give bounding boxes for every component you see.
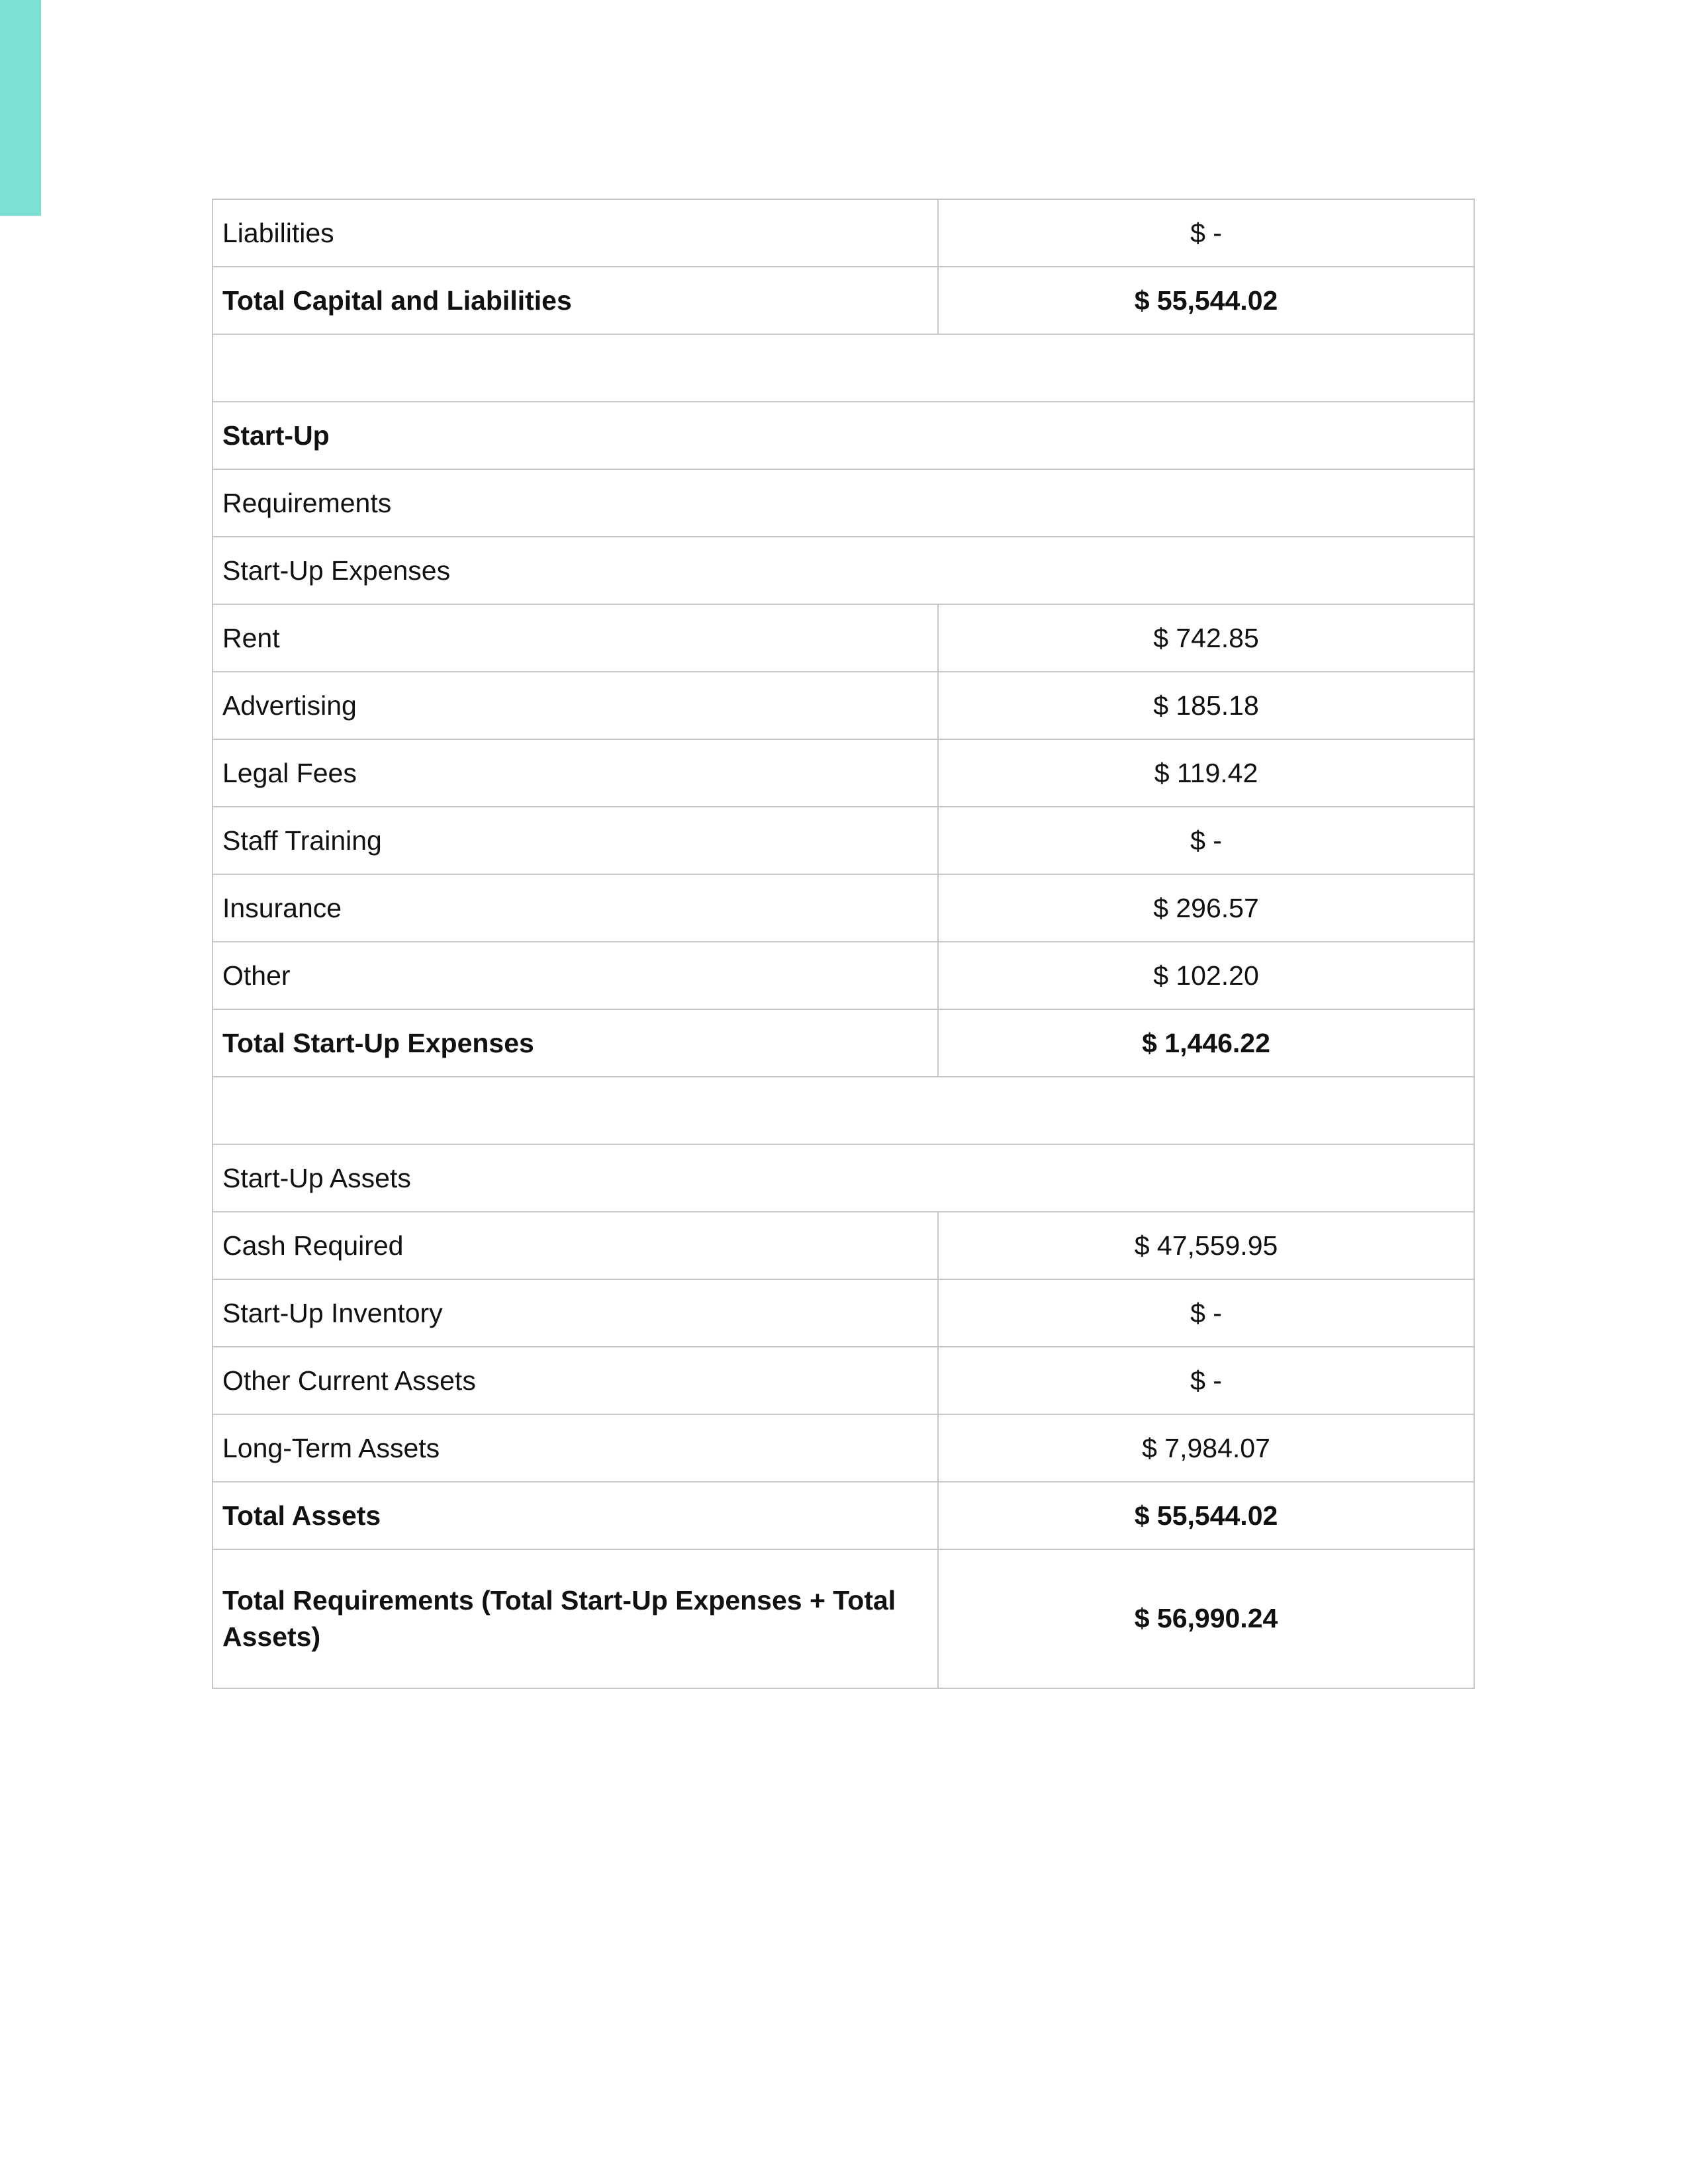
- row-value: $ -: [938, 1347, 1474, 1414]
- row-label: Start-Up Assets: [212, 1144, 1474, 1212]
- table-row: [212, 1009, 1474, 1077]
- row-value: $ 119.42: [938, 739, 1474, 807]
- table-row: [212, 1482, 1474, 1549]
- row-value: $ 742.85: [938, 604, 1474, 672]
- table-row: [212, 807, 1474, 874]
- row-label: Advertising: [212, 672, 938, 739]
- section-row: [212, 469, 1474, 537]
- row-label: Other Current Assets: [212, 1347, 938, 1414]
- row-value: $ 185.18: [938, 672, 1474, 739]
- row-label: Requirements: [212, 469, 1474, 537]
- table-row: [212, 1212, 1474, 1279]
- row-value: $ -: [938, 807, 1474, 874]
- spacer-row: [212, 334, 1474, 402]
- row-value: $ 47,559.95: [938, 1212, 1474, 1279]
- row-value: $ 102.20: [938, 942, 1474, 1009]
- row-value: $ -: [938, 199, 1474, 267]
- row-label: Liabilities: [212, 199, 938, 267]
- table-row: [212, 874, 1474, 942]
- table-row: [212, 1549, 1474, 1688]
- table-row: [212, 267, 1474, 334]
- accent-tab: [0, 0, 41, 216]
- row-label: Total Capital and Liabilities: [212, 267, 938, 334]
- table-row: [212, 199, 1474, 267]
- section-row: [212, 402, 1474, 469]
- table-row: [212, 1347, 1474, 1414]
- row-label: Cash Required: [212, 1212, 938, 1279]
- row-label: Total Assets: [212, 1482, 938, 1549]
- table-row: [212, 739, 1474, 807]
- row-label: Start-Up Inventory: [212, 1279, 938, 1347]
- row-value: $ 55,544.02: [938, 1482, 1474, 1549]
- section-row: [212, 1144, 1474, 1212]
- spacer-row: [212, 1077, 1474, 1144]
- row-value: $ 296.57: [938, 874, 1474, 942]
- row-label: Legal Fees: [212, 739, 938, 807]
- table-row: [212, 1414, 1474, 1482]
- row-label: Long-Term Assets: [212, 1414, 938, 1482]
- row-value: $ 55,544.02: [938, 267, 1474, 334]
- table-row: [212, 942, 1474, 1009]
- row-label: Staff Training: [212, 807, 938, 874]
- table-row: [212, 672, 1474, 739]
- row-value: $ 7,984.07: [938, 1414, 1474, 1482]
- row-label: Start-Up Expenses: [212, 537, 1474, 604]
- row-label: [212, 334, 1474, 402]
- table-row: [212, 1279, 1474, 1347]
- row-label: [212, 1077, 1474, 1144]
- row-label: Total Requirements (Total Start-Up Expenses + Total Assets): [212, 1549, 938, 1688]
- row-value: $ -: [938, 1279, 1474, 1347]
- row-label: Other: [212, 942, 938, 1009]
- row-value: $ 1,446.22: [938, 1009, 1474, 1077]
- row-label: Rent: [212, 604, 938, 672]
- table-row: [212, 604, 1474, 672]
- row-label: Total Start-Up Expenses: [212, 1009, 938, 1077]
- startup-table: [212, 199, 1475, 1689]
- section-row: [212, 537, 1474, 604]
- row-value: $ 56,990.24: [938, 1549, 1474, 1688]
- row-label: Insurance: [212, 874, 938, 942]
- row-label: Start-Up: [212, 402, 1474, 469]
